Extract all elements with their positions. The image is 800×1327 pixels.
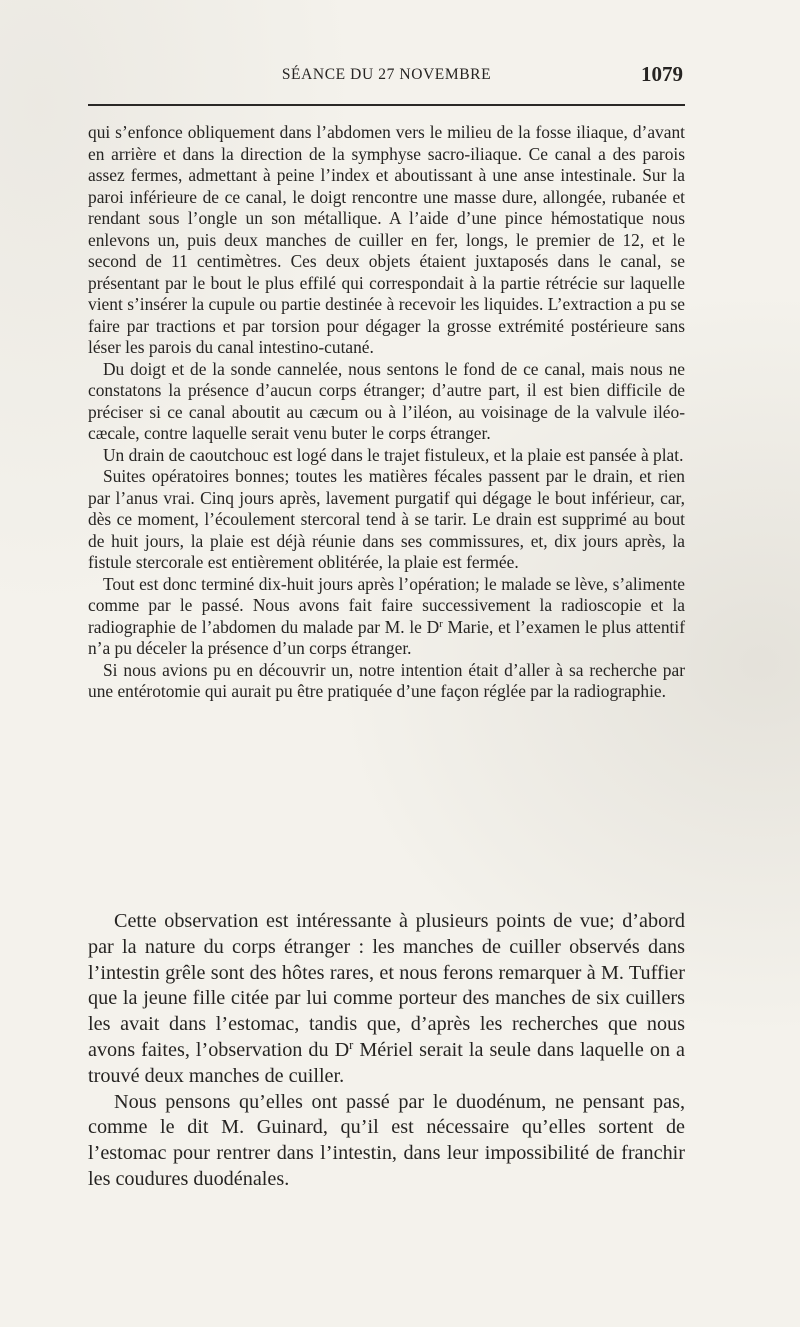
paragraph-text: Tout est donc terminé dix-huit jours après l’opération; le malade se lève, s’alimente comme par le passé. Nous avons fait faire successivement la radioscopie et la radiographie de l’abdomen du malade par M. le D [88,573,685,637]
paragraph-text: Mériel serait la seule dans laquelle on a trouvé deux manches de cuiller. [88,1038,685,1087]
paragraph-text: Cette observation est intéressante à plusieurs points de vue; d’abord par la nature du corps étranger : les manches de cuiller observés dans l’intestin grêle sont des hôtes rares, et nous ferons remarquer à M. Tuffier que la jeune fille citée par lui comme porteur des manches de six cuillers les avait dans l’estomac, tandis que, d’après les recherches que nous avons faites, l’observation du D [88,910,685,1061]
discussion-text [88,909,685,1193]
paragraph-probe-exam [88,359,685,445]
case-report-text [88,122,685,703]
paragraph-observation-interest [88,909,685,1090]
superscript: r [349,1038,354,1053]
paragraph-text: qui s’enfonce obliquement dans l’abdomen vers le milieu de la fosse iliaque, d’avant en arrière et dans la direction de la symphyse sacro-iliaque. Ce canal a des parois assez fermes, admettant à peine l’index et aboutissant à une anse intestinale. Sur la paroi inférieure de ce canal, le doigt rencontre une masse dure, allongée, rubanée et rendant sous l’ongle un son métallique. A l’aide d’une pince hémostatique nous enlevons un, puis deux manches de cuiller en fer, longs, le premier de 12, et le second de 11 centimètres. Ces deux objets étaient juxtaposés dans le canal, se présentant par le bout le plus effilé qui correspondait à la partie rétrécie sur laquelle vient s’insérer la cupule ou partie destinée à recevoir les liquides. L’extraction a pu se faire par tractions et par torsion pour dégager la grosse extrémité postérieure sans léser les parois du canal intestino-cutané. [88,122,685,357]
paragraph-canal-description [88,122,685,359]
paragraph-radiography [88,574,685,660]
header-rule [88,104,685,106]
paragraph-text: Si nous avions pu en découvrir un, notre intention était d’aller à sa recherche par une entérotomie qui aurait pu être pratiquée d’une façon réglée par la radiographie. [88,659,685,701]
paragraph-text: Du doigt et de la sonde cannelée, nous sentons le fond de ce canal, mais nous ne constatons la présence d’aucun corps étranger; d’autre part, il est bien difficile de préciser si ce canal aboutit au cæcum ou à l’iléon, au voisinage de la valvule iléo-cæcale, contre laquelle serait venu buter le corps étranger. [88,358,685,443]
paragraph-text: Un drain de caoutchouc est logé dans le trajet fistuleux, et la plaie est pansée à plat. [103,444,684,465]
paragraph-text: Suites opératoires bonnes; toutes les matières fécales passent par le drain, et rien par l’anus vrai. Cinq jours après, lavement purgatif qui dégage le bout inférieur, car, dès ce moment, l’écoulement stercoral tend à se tarir. Le drain est supprimé au bout de huit jours, la plaie est déjà réunie dans ses commissures, et, dix jours après, la fistule stercorale est entièrement oblitérée, la plaie est fermée. [88,466,685,572]
paragraph-duodenum [88,1090,685,1193]
running-head [88,62,685,92]
running-title: SÉANCE DU 27 NOVEMBRE [281,66,492,83]
paragraph-text: Marie, et l’examen le plus attentif n’a pu déceler la présence d’un corps étranger. [88,616,686,658]
paragraph-enterotomy [88,660,685,703]
paragraph-drain [88,445,685,467]
page-number: 1079 [641,62,683,86]
paragraph-text: Nous pensons qu’elles ont passé par le duodénum, ne pensant pas, comme le dit M. Guinard, qu’il est nécessaire qu’elles sortent de l’estomac pour rentrer dans l’intestin, dans leur impossibilité de franchir les coudures duodénales. [88,1090,685,1190]
superscript: r [439,617,443,630]
paragraph-postop-course [88,466,685,574]
